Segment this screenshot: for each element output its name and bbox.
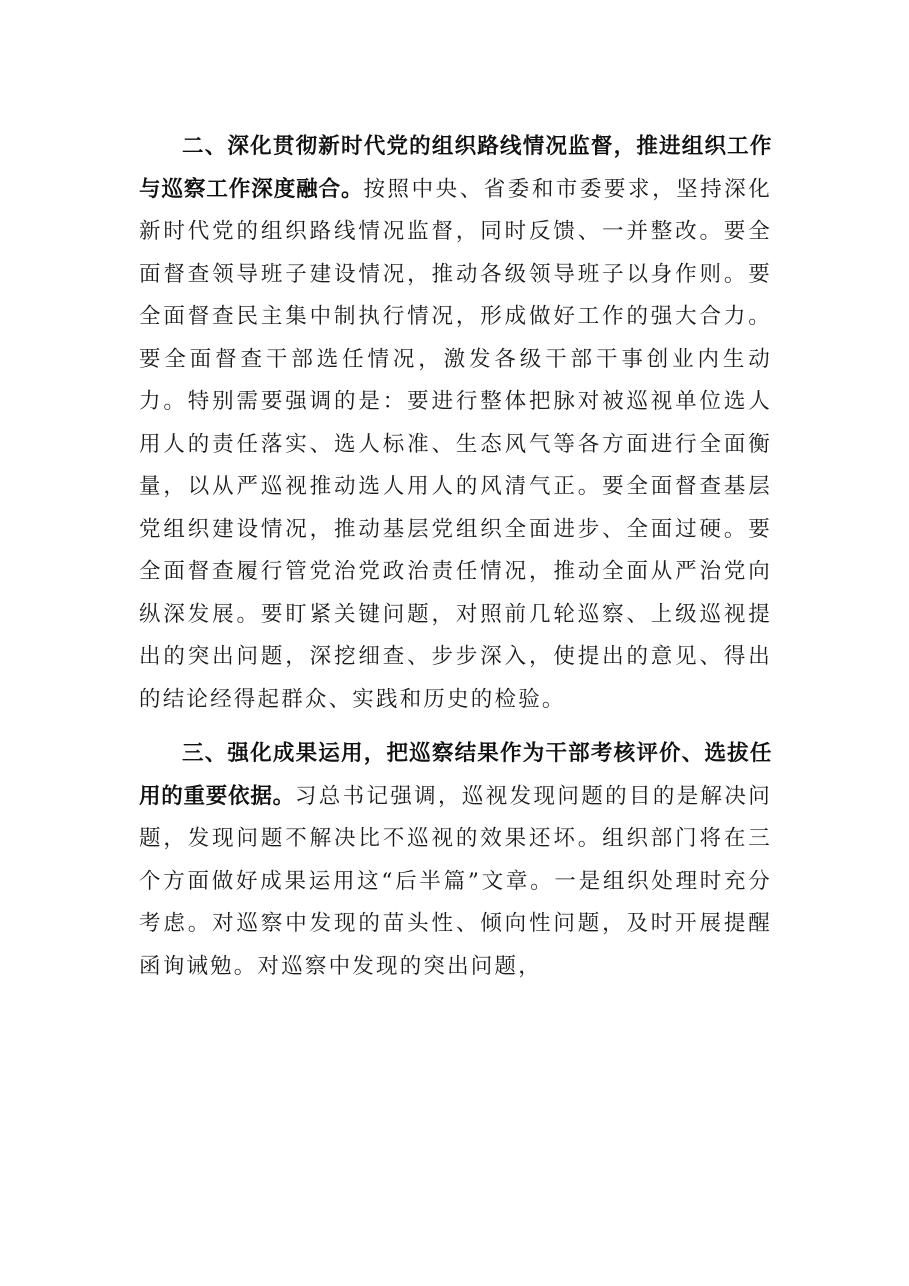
section-three-heading: 三、强化成果运用，把巡察结果作为干部考核评价、选拔任用的重要依据。 — [139, 741, 772, 809]
paragraph-section-two — [139, 126, 772, 721]
section-two-body: 按照中央、省委和市委要求，坚持深化新时代党的组织路线情况监督，同时反馈、一并整改。要全面督查领导班子建设情况，推动各级领导班子以身作则。要全面督查民主集中制执行情况，形成做好工作的强大合力。要全面督查干部选任情况，激发各级干部干事创业内生动力。特别需要强调的是：要进行整体把脉对被巡视单位选人用人的责任落实、选人标准、生态风气等各方面进行全面衡量，以从严巡视推动选人用人的风清气正。要全面督查基层党组织建设情况，推动基层党组织全面进步、全面过硬。要全面督查履行管党治党政治责任情况，推动全面从严治党向纵深发展。要盯紧关键问题，对照前几轮巡察、上级巡视提出的突出问题，深挖细查、步步深入，使提出的意见、得出的结论经得起群众、实践和历史的检验。 — [139, 176, 772, 712]
paragraph-section-three — [139, 733, 772, 988]
document-page — [139, 126, 772, 988]
section-three-body: 习总书记强调，巡视发现问题的目的是解决问题，发现问题不解决比不巡视的效果还坏。组织部门将在三个方面做好成果运用这“后半篇”文章。一是组织处理时充分考虑。对巡察中发现的苗头性、倾向性问题，及时开展提醒函询诫勉。对巡察中发现的突出问题， — [139, 783, 772, 979]
section-two-heading: 二、深化贯彻新时代党的组织路线情况监督，推进组织工作与巡察工作深度融合。 — [139, 134, 772, 202]
